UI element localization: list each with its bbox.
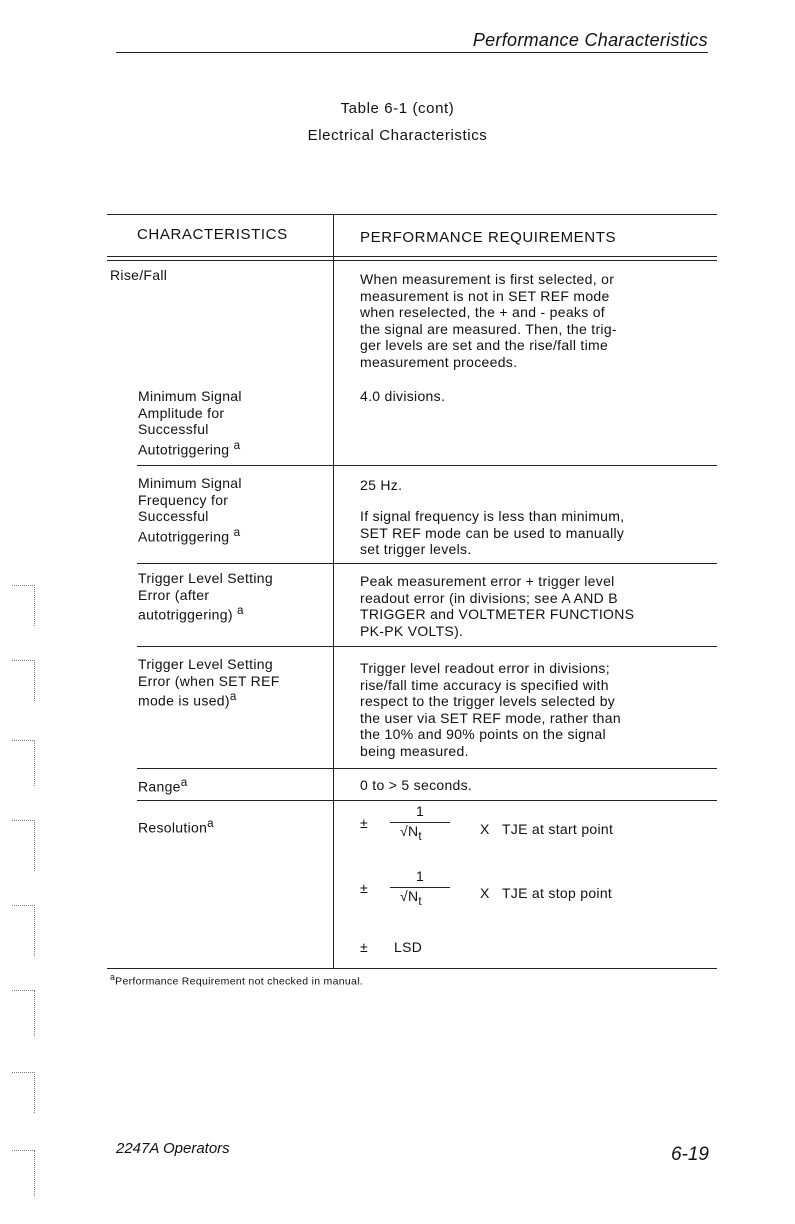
formula-plus-minus: ± — [360, 880, 368, 896]
row-range-requirement: 0 to > 5 seconds. — [360, 777, 473, 793]
running-head: Performance Characteristics — [472, 30, 708, 50]
table-footnote: $^a$Performance Requirement not checked in manual. — [110, 972, 364, 988]
row-min-frequency-name: Minimum Signal Frequency for Successful Autotriggering $^a$ — [138, 475, 242, 545]
row-rise-fall-requirement: When measurement is first selected, or measurement is not in SET REF mode when reselected, the + and - peaks of the signal are measured. Then, the trig- ger levels are set and the rise/fall time measurement proceeds. — [360, 271, 617, 370]
formula-plus-minus: ± — [360, 815, 368, 831]
row-trigger-auto-name: Trigger Level Setting Error (after autotriggering) $^a$ — [138, 570, 273, 623]
binder-mark — [12, 1150, 35, 1196]
row-separator — [137, 563, 717, 564]
row-range-name: Range$^a$ — [138, 776, 188, 795]
binder-mark — [12, 905, 35, 956]
header-rule-1 — [107, 256, 717, 257]
table-top-rule — [107, 214, 717, 215]
page-number: 6-19 — [670, 1144, 709, 1165]
row-min-frequency-requirement-b: If signal frequency is less than minimum, SET REF mode can be used to manually set trigger levels. — [360, 508, 625, 557]
footer-manual-title: 2247A Operators — [116, 1140, 230, 1157]
table-title: Table 6-1 (cont) — [340, 100, 455, 117]
row-min-frequency-requirement-a: 25 Hz. — [360, 477, 403, 493]
row-resolution-name: Resolution$^a$ — [138, 817, 214, 836]
binder-mark — [12, 820, 35, 871]
row-separator — [137, 646, 717, 647]
row-trigger-setref-name: Trigger Level Setting Error (when SET REF mode is used)$^a$ — [138, 656, 280, 709]
row-trigger-setref-requirement: Trigger level readout error in divisions; rise/fall time accuracy is specified with respect to the trigger levels selected by the user via SET REF mode, rather than the 10% and 90% points on the signal being measured. — [360, 660, 621, 759]
table-bottom-rule — [107, 968, 717, 969]
formula-tail: X TJE at stop point — [480, 885, 613, 901]
column-header-performance: PERFORMANCE REQUIREMENTS — [360, 229, 617, 246]
column-divider — [333, 214, 334, 968]
header-rule-2 — [107, 260, 717, 261]
binder-mark — [12, 740, 35, 786]
formula-fraction: 1 $√N_t$ — [390, 868, 450, 910]
row-rise-fall-name: Rise/Fall — [110, 267, 168, 283]
binder-mark — [12, 660, 35, 701]
row-separator — [137, 465, 717, 466]
formula-lsd: LSD — [394, 939, 423, 955]
binder-mark — [12, 990, 35, 1036]
formula-fraction: 1 $√N_t$ — [390, 803, 450, 845]
row-trigger-auto-requirement: Peak measurement error + trigger level readout error (in divisions; see A AND B TRIGGER and VOLTMETER FUNCTIONS PK-PK VOLTS). — [360, 573, 635, 639]
row-min-amplitude-name: Minimum Signal Amplitude for Successful Autotriggering $^a$ — [138, 388, 242, 458]
row-separator — [137, 800, 717, 801]
column-header-characteristics: CHARACTERISTICS — [137, 226, 288, 243]
running-head-rule — [116, 52, 708, 53]
binder-mark — [12, 585, 35, 626]
row-min-amplitude-requirement: 4.0 divisions. — [360, 388, 446, 404]
row-separator — [137, 768, 717, 769]
formula-tail: X TJE at start point — [480, 821, 614, 837]
binder-mark — [12, 1072, 35, 1113]
formula-plus-minus: ± — [360, 939, 368, 955]
table-subtitle: Electrical Characteristics — [307, 127, 488, 144]
